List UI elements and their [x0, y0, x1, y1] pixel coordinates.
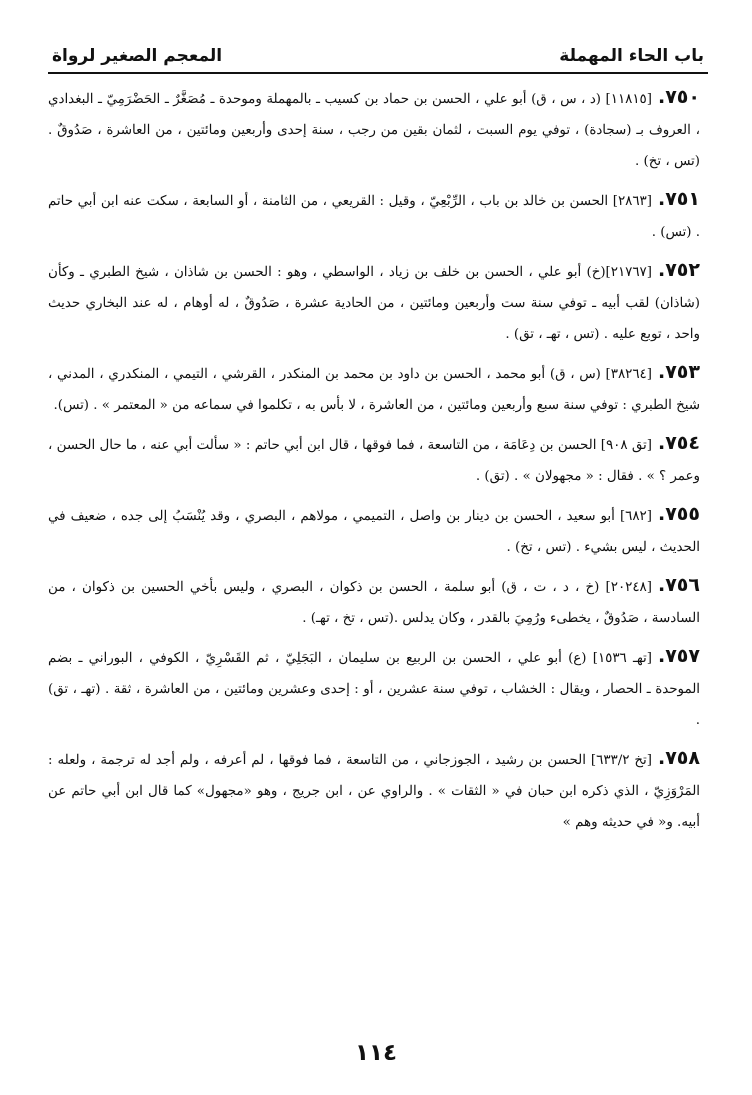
entry-number: ٧٥٨. — [657, 747, 700, 769]
entry-number: ٧٥٥. — [657, 503, 700, 525]
entry-750 — [48, 82, 700, 177]
entry-number: ٧٥٤. — [657, 432, 700, 454]
entry-number: ٧٥١. — [657, 188, 700, 210]
entry-757 — [48, 641, 700, 736]
entry-number: ٧٥٠. — [657, 86, 700, 108]
chapter-title: باب الحاء المهملة — [559, 46, 704, 66]
entry-text: [٢٨٦٣] الحسن بن خالد بن باب ، الرِّبْعِيّ ، وقيل : القريعي ، من الثامنة ، أو السابعة ، سكت عنه ابن أبي حاتم . (تس) . — [48, 194, 700, 240]
entry-752 — [48, 255, 700, 350]
entry-number: ٧٥٢. — [657, 259, 700, 281]
entry-754 — [48, 428, 700, 492]
entry-753 — [48, 357, 700, 421]
book-title: المعجم الصغير لرواة — [52, 46, 223, 66]
entry-number: ٧٥٦. — [657, 574, 700, 596]
entry-text: [٢١٧٦٧](خ) أبو علي ، الحسن بن خلف بن زياد ، الواسطي ، وهو : الحسن بن شاذان ، شيخ الطبري ـ وكأن (شاذان) لقب أبيه ـ توفي سنة ست وأربعين ومائتين ، من الحادية عشرة ، صَدُوقٌ ، له أوهام ، له عند البخاري حديث واحد ، توبع عليه . (تس ، تهـ ، تق) . — [48, 265, 700, 342]
entry-text: [١١٨١٥] (د ، س ، ق) أبو علي ، الحسن بن حماد بن كسيب ـ بالمهملة وموحدة ـ مُصَغَّرٌ ـ الحَضْرَمِيّ ـ البغدادي ، العروف بـ (سجادة) ، توفي يوم السبت ، لثمان بقين من رجب ، سنة إحدى وأربعين ومائتين ، من العاشرة ، صَدُوقٌ . (تس ، تخ) . — [48, 92, 700, 169]
entries-list — [48, 82, 700, 845]
running-header — [52, 34, 704, 66]
page-number: ١١٤ — [354, 1040, 398, 1066]
entry-text: [٦٨٢] أبو سعيد ، الحسن بن دينار بن واصل ، التميمي ، مولاهم ، البصري ، وقد يُنْسَبُ إلى جده ، ضعيف في الحديث ، ليس بشيء . (تس ، تخ) . — [48, 509, 700, 555]
entry-text: [٣٨٢٦٤] (س ، ق) أبو محمد ، الحسن بن داود بن محمد بن المنكدر ، القرشي ، التيمي ، المنكدري ، المدني ، شيخ الطبري : توفي سنة سبع وأربعين ومائتين ، من العاشرة ، لا بأس به ، تكلموا في سماعه من « المعتمر » . (تس). — [48, 367, 700, 413]
entry-755 — [48, 499, 700, 563]
entry-758 — [48, 743, 700, 838]
header-rule — [48, 72, 708, 74]
entry-text: [تخ ٦٣٣/٢] الحسن بن رشيد ، الجوزجاني ، من التاسعة ، فما فوقها ، لم أعرفه ، ولم أجد له ترجمة ، ولعله : المَرْوَزِيّ ، الذي ذكره ابن حبان في « الثقات » . والراوي عن ، ابن جريج ، وهو «مجهول» كما قال ابن أبي حاتم عن أبيه. و« في حديثه وهم » — [48, 753, 700, 830]
entry-756 — [48, 570, 700, 634]
entry-text: [تهـ ١٥٣٦] (ع) أبو علي ، الحسن بن الربيع بن سليمان ، البَجَلِيّ ، ثم القَسْرِيّ ، الكوفي ، البوراني ـ بضم الموحدة ـ الحصار ، ويقال : الخشاب ، توفي سنة عشرين ، أو : إحدى وعشرين ومائتين ، من العاشرة ، ثقة . (تهـ ، تق) . — [48, 651, 700, 728]
entry-text: [تق ٩٠٨] الحسن بن دِعَامَة ، من التاسعة ، فما فوقها ، قال ابن أبي حاتم : « سألت أبي عنه ، ما حال الحسن ، وعمر ؟ » . فقال : « مجهولان » . (تق) . — [48, 438, 700, 484]
entry-number: ٧٥٧. — [657, 645, 700, 667]
entry-751 — [48, 184, 700, 248]
entry-text: [٢٠٢٤٨] (خ ، د ، ت ، ق) أبو سلمة ، الحسن بن ذكوان ، البصري ، وليس بأخي الحسين بن ذكوان ، من السادسة ، صَدُوقٌ ، يخطىء ورُمِيَ بالقدر ، وكان يدلس .(تس ، تخ ، تهـ) . — [48, 580, 700, 626]
entry-number: ٧٥٣. — [657, 361, 700, 383]
